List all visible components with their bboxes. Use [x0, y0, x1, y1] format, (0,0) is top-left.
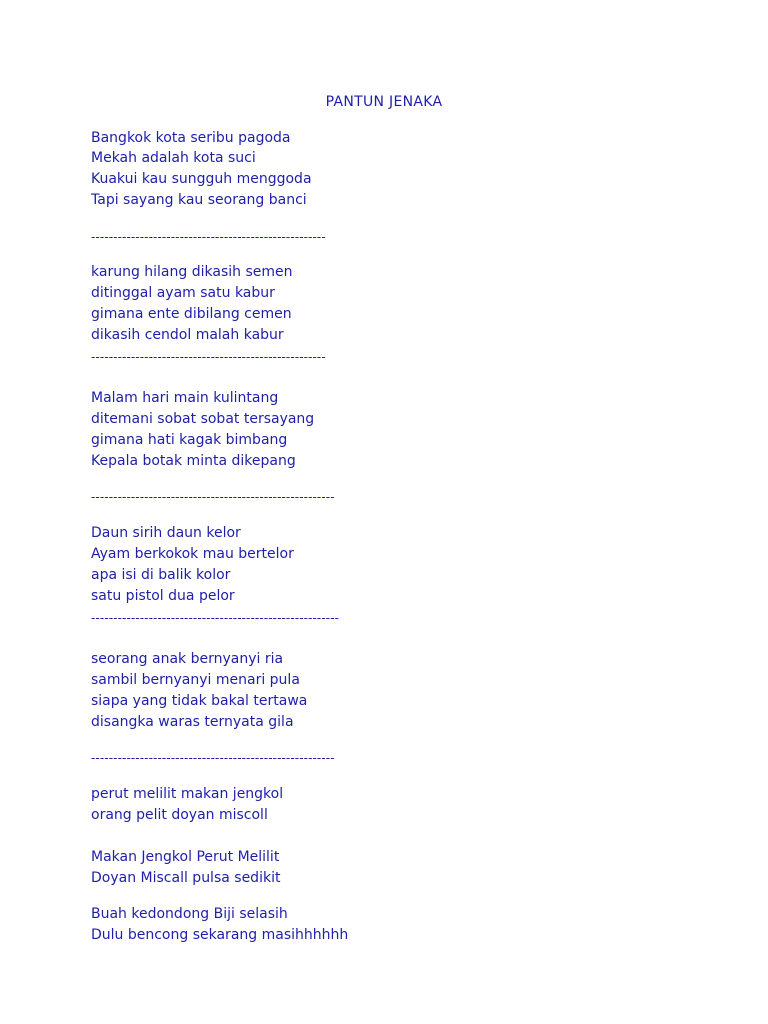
separator-line: -----------------------------------------------------: [91, 350, 326, 364]
poem-line: Doyan Miscall pulsa sedikit: [91, 870, 281, 886]
poem-line: Makan Jengkol Perut Melilit: [91, 849, 280, 865]
poem-line: Bangkok kota seribu pagoda: [91, 130, 291, 146]
poem-line: perut melilit makan jengkol: [91, 786, 284, 802]
separator-line: -------------------------------------------------------: [91, 751, 335, 765]
poem-line: karung hilang dikasih semen: [91, 264, 293, 280]
poem-line: Ayam berkokok mau bertelor: [91, 546, 294, 562]
separator-line: -----------------------------------------------------: [91, 230, 326, 244]
poem-line: disangka waras ternyata gila: [91, 714, 294, 730]
poem-line: sambil bernyanyi menari pula: [91, 672, 300, 688]
page-title: PANTUN JENAKA: [325, 94, 443, 110]
poem-line: orang pelit doyan miscoll: [91, 807, 268, 823]
poem-line: seorang anak bernyanyi ria: [91, 651, 284, 667]
poem-line: Mekah adalah kota suci: [91, 150, 256, 166]
poem-line: siapa yang tidak bakal tertawa: [91, 693, 308, 709]
poem-line: ditinggal ayam satu kabur: [91, 285, 275, 301]
poem-line: Tapi sayang kau seorang banci: [91, 192, 307, 208]
poem-line: Kepala botak minta dikepang: [91, 453, 296, 469]
poem-line: apa isi di balik kolor: [91, 567, 231, 583]
separator-line: -------------------------------------------------------: [91, 490, 335, 504]
poem-line: ditemani sobat sobat tersayang: [91, 411, 315, 427]
poem-line: dikasih cendol malah kabur: [91, 327, 284, 343]
poem-line: Buah kedondong Biji selasih: [91, 906, 288, 922]
poem-line: Malam hari main kulintang: [91, 390, 279, 406]
poem-line: Dulu bencong sekarang masihhhhhh: [91, 927, 349, 943]
poem-line: Daun sirih daun kelor: [91, 525, 241, 541]
poem-line: gimana ente dibilang cemen: [91, 306, 292, 322]
poem-line: satu pistol dua pelor: [91, 588, 235, 604]
poem-line: gimana hati kagak bimbang: [91, 432, 288, 448]
poem-line: Kuakui kau sungguh menggoda: [91, 171, 312, 187]
separator-line: --------------------------------------------------------: [91, 611, 340, 625]
